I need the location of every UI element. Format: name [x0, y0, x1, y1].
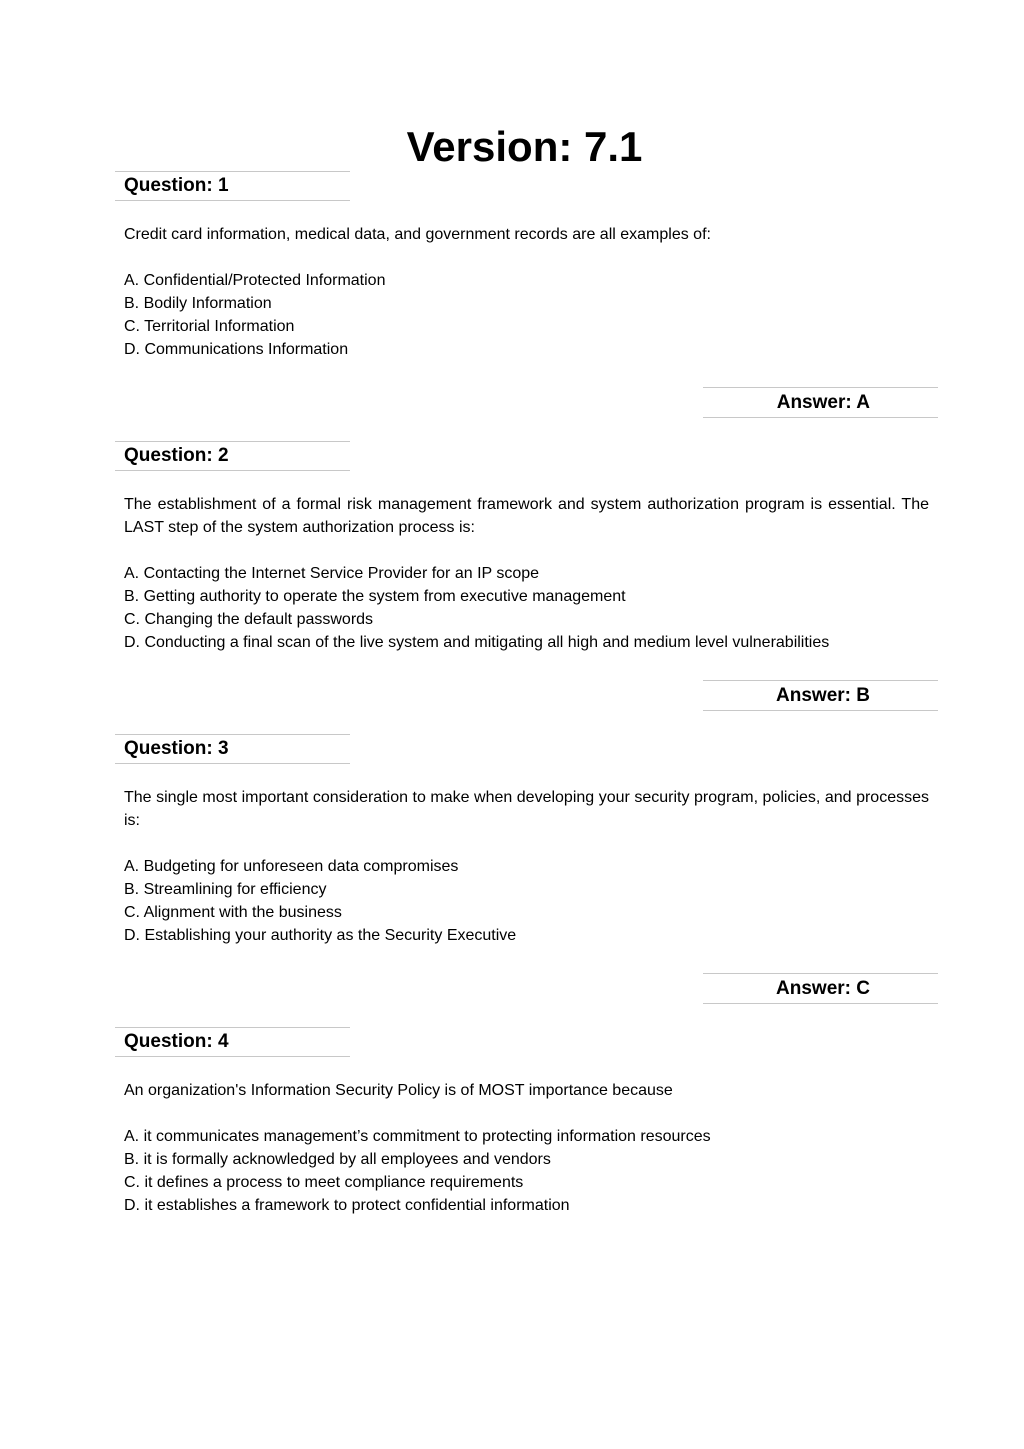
- question-text: An organization's Information Security Policy is of MOST importance because: [124, 1082, 673, 1099]
- answer-label: Answer: C: [776, 978, 870, 999]
- answer-box: [703, 973, 938, 1004]
- question-header: [115, 734, 350, 764]
- answer-box: [703, 680, 938, 711]
- question-header: [115, 171, 350, 201]
- option-b: B. Bodily Information: [124, 295, 272, 312]
- option-d: D. it establishes a framework to protect confidential information: [124, 1197, 570, 1214]
- answer-options: [124, 562, 929, 654]
- option-a: A. it communicates management’s commitment to protecting information resources: [124, 1128, 711, 1145]
- question-header: [115, 1027, 350, 1057]
- option-a: A. Budgeting for unforeseen data compromises: [124, 858, 459, 875]
- option-b: B. Streamlining for efficiency: [124, 881, 327, 898]
- option-a: A. Contacting the Internet Service Provider for an IP scope: [124, 565, 540, 582]
- question-label: Question: 4: [124, 1031, 229, 1052]
- question-label: Question: 1: [124, 175, 229, 196]
- answer-options: [124, 1125, 929, 1217]
- option-d: D. Communications Information: [124, 341, 349, 358]
- answer-box: [703, 387, 938, 418]
- option-a: A. Confidential/Protected Information: [124, 272, 386, 289]
- question-label: Question: 3: [124, 738, 229, 759]
- question-label: Question: 2: [124, 445, 229, 466]
- answer-options: [124, 269, 929, 361]
- version-title: Version: 7.1: [406, 123, 643, 170]
- question-text: The single most important consideration to make when developing your security program, policies, and processes is:: [124, 789, 929, 829]
- question-header: [115, 441, 350, 471]
- option-c: C. it defines a process to meet compliance requirements: [124, 1174, 524, 1191]
- question-text: The establishment of a formal risk management framework and system authorization program is essential. The LAST step of the system authorization process is:: [124, 496, 929, 536]
- option-d: D. Establishing your authority as the Security Executive: [124, 927, 517, 944]
- option-b: B. Getting authority to operate the system from executive management: [124, 588, 626, 605]
- option-c: C. Changing the default passwords: [124, 611, 374, 628]
- option-c: C. Alignment with the business: [124, 904, 342, 921]
- answer-label: Answer: B: [776, 685, 870, 706]
- question-text: Credit card information, medical data, and government records are all examples of:: [124, 226, 711, 243]
- answer-options: [124, 855, 929, 947]
- option-c: C. Territorial Information: [124, 318, 295, 335]
- option-b: B. it is formally acknowledged by all employees and vendors: [124, 1151, 551, 1168]
- answer-label: Answer: A: [776, 392, 870, 413]
- option-d: D. Conducting a final scan of the live system and mitigating all high and medium level vulnerabilities: [124, 634, 830, 651]
